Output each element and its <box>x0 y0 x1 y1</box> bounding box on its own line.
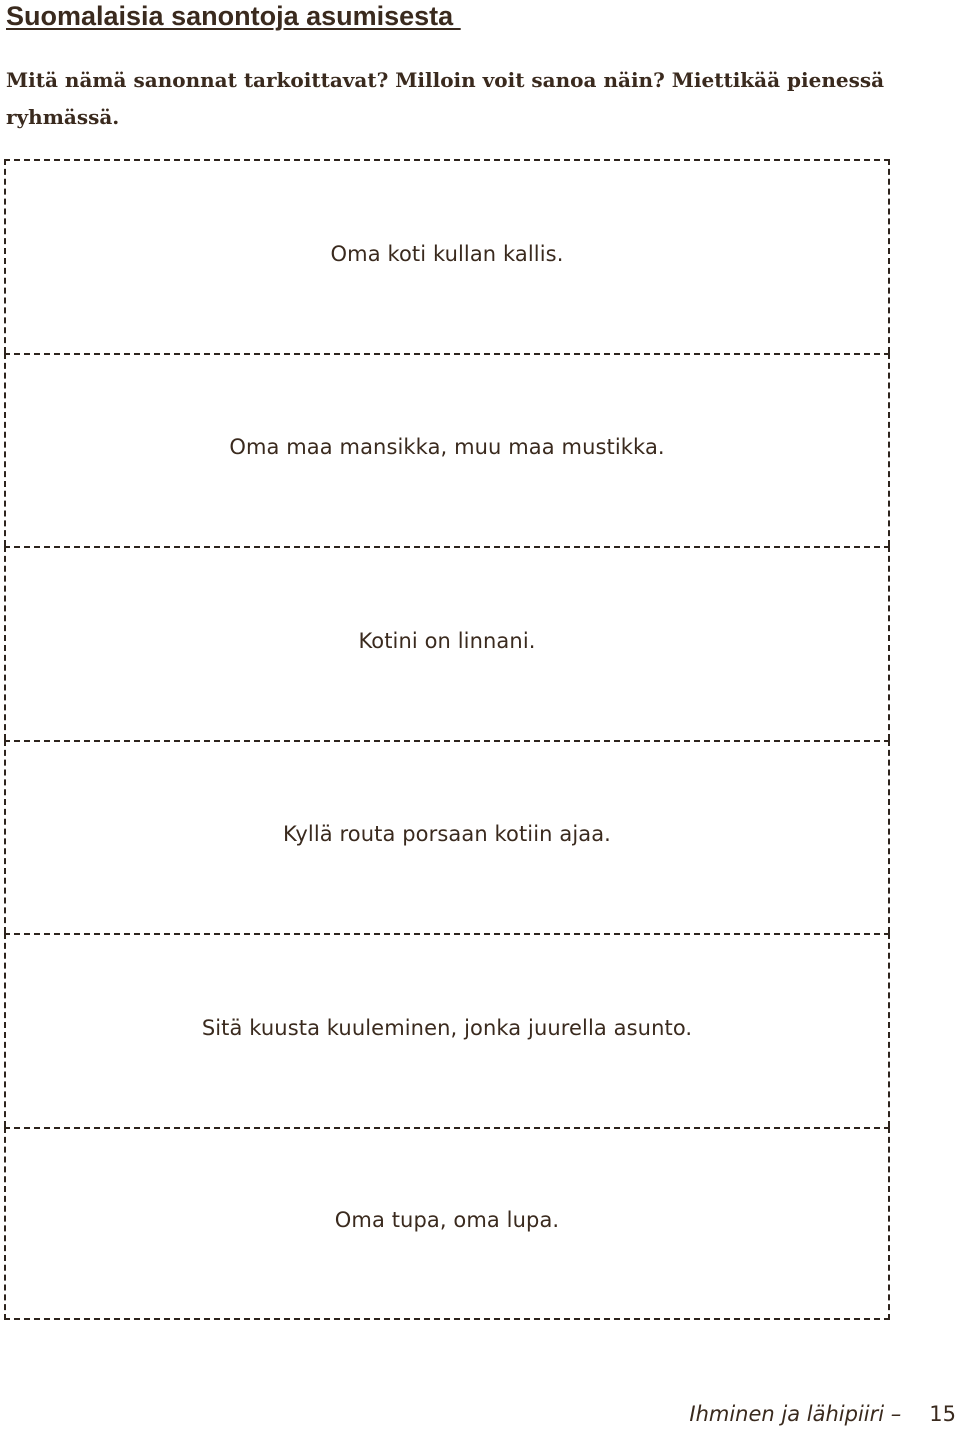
saying-card <box>4 740 890 934</box>
saying-text: Sitä kuusta kuuleminen, jonka juurella asunto. <box>201 1015 693 1040</box>
saying-text: Oma tupa, oma lupa. <box>334 1208 560 1233</box>
saying-text: Oma maa mansikka, muu maa mustikka. <box>229 435 665 460</box>
saying-text: Kyllä routa porsaan kotiin ajaa. <box>283 822 611 847</box>
footer-book-title: Ihminen ja lähipiiri – <box>689 1402 902 1426</box>
saying-cards <box>4 159 890 1320</box>
saying-text: Oma koti kullan kallis. <box>330 241 564 266</box>
page-number: 15 <box>929 1402 956 1426</box>
page-title: Suomalaisia sanontoja asumisesta <box>6 1 461 31</box>
saying-card <box>4 1127 890 1321</box>
page-footer <box>689 1402 956 1426</box>
instructions: Mitä nämä sanonnat tarkoittavat? Milloin voit sanoa näin? Miettikää pienessä ryhmässä. <box>6 68 885 129</box>
saying-card <box>4 546 890 740</box>
saying-card <box>4 353 890 547</box>
saying-card <box>4 159 890 353</box>
saying-card <box>4 933 890 1127</box>
saying-text: Kotini on linnani. <box>358 628 536 653</box>
